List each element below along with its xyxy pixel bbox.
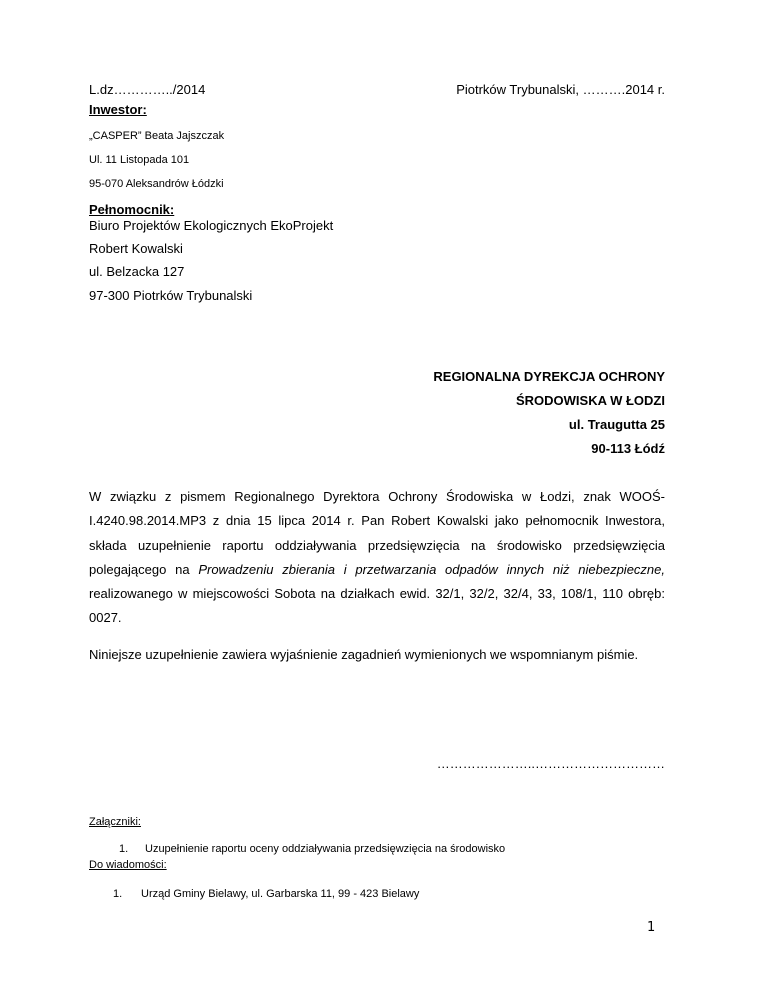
body-text-regular: polegającego na: [89, 562, 190, 577]
attorney-city: 97-300 Piotrków Trybunalski: [89, 288, 253, 303]
recipient-city: 90-113 Łódź: [591, 441, 665, 456]
attachments-heading: Załączniki:: [89, 816, 141, 828]
reference-number: L.dz…………../2014: [89, 82, 206, 97]
investor-street: Ul. 11 Listopada 101: [89, 154, 190, 166]
cc-number: 1.: [113, 888, 123, 900]
recipient-street: ul. Traugutta 25: [568, 417, 665, 432]
body-paragraph-line: realizowanego w miejscowości Sobota na działkach ewid. 32/1, 32/2, 32/4, 33, 108/1, 110 obręb:: [89, 586, 665, 601]
recipient-line1: REGIONALNA DYREKCJA OCHRONY: [433, 369, 665, 384]
attorney-street: ul. Belzacka 127: [89, 264, 185, 279]
body-paragraph-line: składa uzupełnienie raportu oddziaływania przedsięwzięcia na środowisko przedsięwzięcia: [89, 538, 665, 553]
investor-city: 95-070 Aleksandrów Łódzki: [89, 178, 224, 190]
body-text-italic: Prowadzeniu zbierania i przetwarzania odpadów innych niż niebezpieczne,: [198, 562, 666, 577]
signature-line: …………………..…………………………: [436, 756, 665, 771]
recipient-line2: ŚRODOWISKA W ŁODZI: [515, 393, 665, 408]
investor-heading: Inwestor:: [89, 102, 147, 117]
attorney-person: Robert Kowalski: [89, 241, 183, 256]
page-number: 1: [647, 920, 656, 935]
cc-item: Urząd Gminy Bielawy, ul. Garbarska 11, 99 - 423 Bielawy: [141, 888, 420, 900]
body-paragraph-line-last: 0027.: [89, 610, 122, 625]
body-paragraph-line-mixed: [89, 562, 665, 577]
body-paragraph-2: Niniejsze uzupełnienie zawiera wyjaśnienie zagadnień wymienionych we wspomnianym piśmie.: [89, 647, 639, 662]
attachment-item: Uzupełnienie raportu oceny oddziaływania przedsięwzięcia na środowisko: [145, 843, 506, 855]
place-and-date: Piotrków Trybunalski, ……….2014 r.: [456, 82, 665, 97]
attachment-number: 1.: [119, 843, 129, 855]
investor-name: „CASPER” Beata Jajszczak: [89, 130, 225, 142]
body-paragraph-line: W związku z pismem Regionalnego Dyrektora Ochrony Środowiska w Łodzi, znak WOOŚ-: [89, 489, 665, 504]
attorney-heading: Pełnomocnik:: [89, 202, 175, 217]
body-paragraph-line: I.4240.98.2014.MP3 z dnia 15 lipca 2014 r. Pan Robert Kowalski jako pełnomocnik Inwestora,: [89, 513, 665, 528]
cc-heading: Do wiadomości:: [89, 859, 167, 871]
attorney-company: Biuro Projektów Ekologicznych EkoProjekt: [89, 218, 334, 233]
